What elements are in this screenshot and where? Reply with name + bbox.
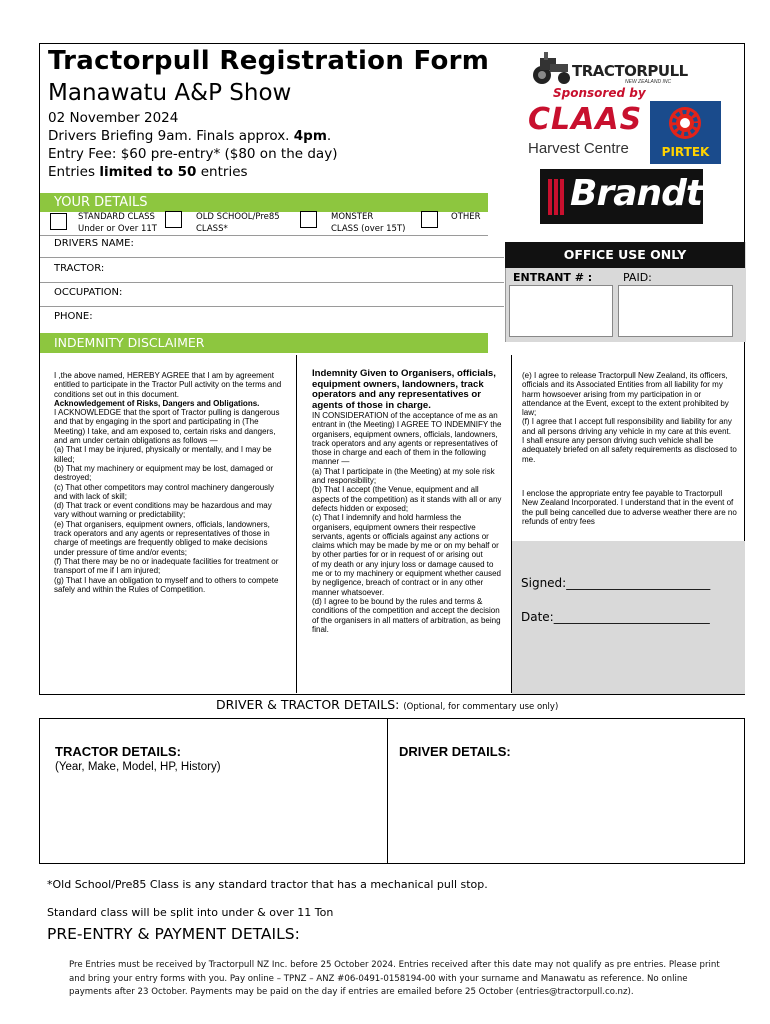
class-standard-line2: Under or Over 11T [78, 224, 157, 234]
paid-field[interactable] [618, 285, 733, 337]
class-standard-line1: STANDARD CLASS [78, 212, 155, 222]
divider [40, 282, 504, 283]
entry-fee-statement: I enclose the appropriate entry fee payable to Tractorpull New Zealand Incorporated. I understand that in the event of the pull being cancelled due to adverse weather there are no refunds of entry fees [522, 489, 740, 526]
tractor-label: TRACTOR: [54, 263, 105, 274]
col1-intro: I ,the above named, HEREBY AGREE that I am by agreement entitled to participate in the Tractor Pull activity on the terms and conditions set out in this document. [54, 371, 284, 399]
tractorpull-logo [530, 50, 690, 90]
col1-heading: Acknowledgement of Risks, Dangers and Obligations. [54, 398, 260, 408]
entry-fee: Entry Fee: $60 pre-entry* ($80 on the day) [48, 146, 338, 162]
column-divider [296, 355, 297, 693]
col2-heading: Indemnity Given to Organisers, officials, equipment owners, landowners, track operators and any representatives or agents of those in charge. [312, 368, 499, 411]
details-divider [387, 718, 388, 864]
driver-tractor-title: DRIVER & TRACTOR DETAILS: [216, 697, 400, 712]
entries-suffix: entries [196, 164, 248, 180]
payment-details: Pre Entries must be received by Tractorpull NZ Inc. before 25 October 2024. Entries received after this date may not qualify as pre entries. Please print and bring your entry forms with you. Pay online – TPNZ – ANZ #06-0491-0158194-00 with your surname and Manawatu as reference. No online payments after 23 October. Payments may be paid on the day if entries are emailed before 25 October (entries@tractorpull.co.nz). [69, 960, 720, 997]
briefing-suffix: . [326, 128, 332, 144]
class-monster-line1: MONSTER [331, 212, 374, 222]
entries-prefix: Entries [48, 164, 100, 180]
drivers-name-input[interactable] [140, 236, 485, 256]
indemnity-header: INDEMNITY DISCLAIMER [40, 333, 488, 353]
signed-field[interactable]: Signed:________________________ [521, 576, 711, 590]
phone-label: PHONE: [54, 311, 93, 322]
divider [40, 257, 504, 258]
briefing-line [48, 128, 331, 144]
old-school-note: *Old School/Pre85 Class is any standard tractor that has a mechanical pull stop. [47, 878, 488, 891]
entrant-number-field[interactable] [509, 285, 613, 337]
entries-limit-bold: limited to 50 [99, 164, 197, 180]
event-date: 02 November 2024 [48, 110, 179, 126]
tractor-input[interactable] [110, 260, 500, 280]
claas-logo: CLAAS [528, 102, 643, 137]
paid-label: PAID: [623, 271, 652, 284]
brandt-stripes [548, 179, 566, 215]
pre-entry-heading: PRE-ENTRY & PAYMENT DETAILS: [47, 925, 300, 943]
pirtek-logo [650, 101, 721, 164]
tractor-details-input[interactable] [44, 778, 382, 860]
standard-class-note: Standard class will be split into under & over 11 Ton [47, 906, 334, 919]
entrant-label: ENTRANT # : [513, 271, 593, 284]
checkbox-monster-class[interactable] [300, 211, 317, 228]
page-title: Tractorpull Registration Form [48, 46, 490, 76]
col1-body: I ACKNOWLEDGE that the sport of Tractor pulling is dangerous and that by engaging in the sport and participating in (The Meeting) I take, and am exposed to, certain risks and dangers, and am under certain obligations as follows — (a) That I may be injured, physically or mentally, and I may be killed; (b) That my machinery or equipment may be lost, damaged or destroyed; (c) That other competitors may control machinery dangerously and with lack of skill; (d) That track or event conditions may be hazardous and may vary without warning or predictability; (e) That organisers, equipment owners, officials, landowners, track operators and any agents or representatives of those in charge of meetings are frequently obliged to make decisions under pressure of time and/or events; (f) That there may be no or inadequate facilities for treatment or transport of me if I am injured; (g) That I have an obligation to myself and to others to compete safely and within the Rules of Competition. [54, 408, 280, 594]
col2-body: IN CONSIDERATION of the acceptance of me as an entrant in (the Meeting) I AGREE TO INDEMNIFY the organisers, equipment owners, officials, landowners, track operators and any agents or representatives of those in charge and each of them in the following manner — (a) That I participate in (the Meeting) at my sole risk and responsibility; (b) That I accept (the Venue, equipment and all aspects of the competition) as it stands with all or any defects hidden or exposed; (c) That I indemnify and hold harmless the organisers, equipment owners their respective servants, agents or officials against any actions or claims which may be made by me or on my behalf or by other parties for or in request of or arising out of my death or any injury loss or damage caused to me or to my machinery or equipment whether caused by negligence, breach of contract or in any other manner whatsoever. (d) I agree to be bound by the rules and terms & conditions of the competition and accept the decision of the organisers in all matters of arbitration, as being final. [312, 411, 502, 634]
brandt-wordmark: Brandt [570, 173, 703, 214]
indemnity-col3: (e) I agree to release Tractorpull New Zealand, its officers, officials and its Associated Entities from all liability for my harm howsoever arising from my participation in or attendance at the Event, except to the extent prohibited by law; (f) I agree that I accept full responsibility and liability for any and all persons driving any vehicle in my care at this event. I shall ensure any person driving such vehicle shall be adequately briefed on all safety requirements as disclosed to me. [522, 371, 737, 464]
class-other-label: OTHER [451, 212, 481, 222]
indemnity-col2 [312, 369, 502, 634]
tractorpull-sub: NEW ZEALAND INC [625, 79, 672, 85]
entries-limit [48, 164, 248, 180]
driver-details-heading: DRIVER DETAILS: [399, 744, 511, 759]
class-old-school-label [196, 211, 280, 235]
class-monster-line2: CLASS (over 15T) [331, 224, 406, 234]
date-field[interactable]: Date:__________________________ [521, 610, 710, 624]
occupation-input[interactable] [130, 284, 500, 304]
indemnity-col1 [54, 371, 286, 594]
finals-time: 4pm [293, 128, 327, 144]
drivers-name-label: DRIVERS NAME: [54, 238, 134, 249]
event-name: Manawatu A&P Show [48, 80, 292, 106]
tractor-details-hint: (Year, Make, Model, HP, History) [55, 761, 221, 773]
your-details-header: YOUR DETAILS [40, 193, 488, 212]
office-use-header: OFFICE USE ONLY [505, 242, 745, 268]
driver-details-input[interactable] [392, 762, 740, 860]
tractor-details-heading: TRACTOR DETAILS: [55, 744, 181, 759]
brandt-logo [540, 169, 703, 224]
checkbox-old-school-class[interactable] [165, 211, 182, 228]
briefing-text: Drivers Briefing 9am. Finals approx. [48, 128, 294, 144]
pirtek-wordmark: PIRTEK [661, 145, 710, 159]
class-monster-label [331, 211, 405, 235]
phone-input[interactable] [100, 308, 500, 328]
checkbox-other-class[interactable] [421, 211, 438, 228]
driver-tractor-note: (Optional, for commentary use only) [403, 702, 559, 712]
occupation-label: OCCUPATION: [54, 287, 123, 298]
class-old-school-line1: OLD SCHOOL/Pre85 [196, 212, 280, 222]
tractorpull-wordmark: TRACTORPULL [572, 62, 688, 80]
driver-tractor-heading [216, 697, 558, 712]
harvest-centre: Harvest Centre [528, 140, 629, 157]
class-old-school-line2: CLASS* [196, 224, 228, 234]
checkbox-standard-class[interactable] [50, 213, 67, 230]
divider [40, 306, 504, 307]
class-standard-label [78, 211, 157, 235]
pirtek-icon [650, 103, 721, 145]
tractor-icon [530, 50, 574, 86]
sponsored-by: Sponsored by [553, 86, 646, 100]
